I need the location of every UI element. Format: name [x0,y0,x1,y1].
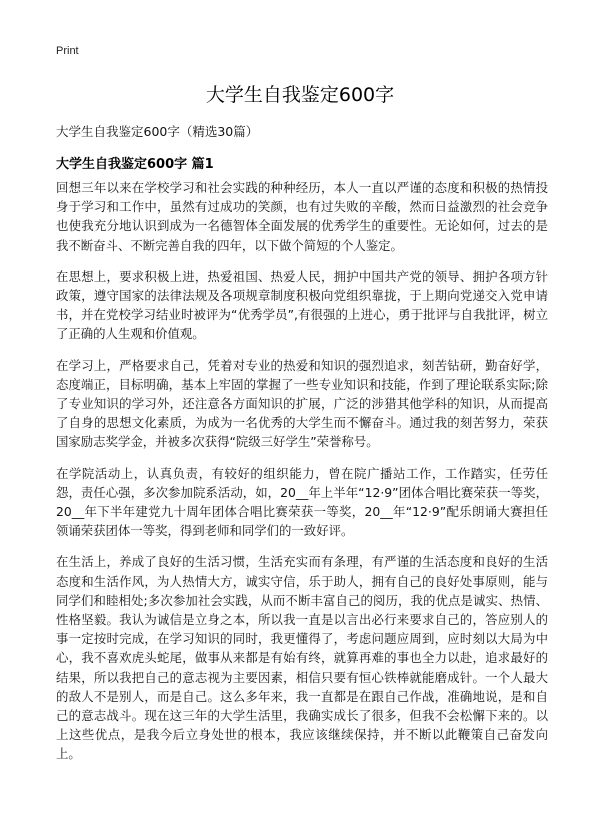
paragraph: 在学院活动上，认真负责，有较好的组织能力，曾在院广播站工作，工作踏实，任劳任怨，责任心强，多次参加院系活动，如，20__年上半年“12·9”团体合唱比赛荣获一等奖，20__年下半年建党九十周年团体合唱比赛荣获一等奖，20__年“12·9”配乐朗诵大赛担任领诵荣获团体一等奖，得到老师和同学们的一致好评。 [56,465,548,539]
document-title: 大学生自我鉴定600字 [205,84,395,106]
print-label: Print [56,45,79,57]
paragraph: 回想三年以来在学校学习和社会实践的种种经历，本人一直以严谨的态度和积极的热情投身于学习和工作中，虽然有过成功的笑颜，也有过失败的辛酸，然而日益激烈的社会竞争也使我充分地认识到成为一名德智体全面发展的优秀学生的重要性。无论如何，过去的是我不断奋斗、不断完善自我的四年，以下做个简短的个人鉴定。 [56,180,548,253]
document-subtitle: 大学生自我鉴定600字（精选30篇） [56,124,259,139]
paragraph: 在思想上，要求积极上进，热爱祖国、热爱人民，拥护中国共产党的领导、拥护各项方针政策，遵守国家的法律法规及各项规章制度积极向党组织靠拢，于上期向党递交入党申请书，并在党校学习结业时被评为“优秀学员”,有很强的上进心，勇于批评与自我批评，树立了正确的人生观和价值观。 [56,268,548,342]
paragraph: 在学习上，严格要求自己，凭着对专业的热爱和知识的强烈追求，刻苦钻研，勤奋好学，态度端正，目标明确，基本上牢固的掌握了一些专业知识和技能，作到了理论联系实际;除了专业知识的学习外，还注意各方面知识的扩展，广泛的涉猎其他学科的知识，从而提高了自身的思想文化素质，为成为一名优秀的大学生而不懈奋斗。通过我的刻苦努力，荣获国家励志奖学金，并被多次获得“院级三好学生”荣誉称号。 [56,357,548,450]
document-body [56,178,548,776]
section-heading: 大学生自我鉴定600字 篇1 [56,157,214,172]
paragraph: 在生活上，养成了良好的生活习惯，生活充实而有条理，有严谨的生活态度和良好的生活态度和生活作风，为人热情大方，诚实守信，乐于助人，拥有自己的良好处事原则，能与同学们和睦相处;多次参加社会实践，从而不断丰富自己的阅历，我的优点是诚实、热情、性格坚毅。我认为诚信是立身之本，所以我一直是以言出必行来要求自己的，答应别人的事一定按时完成，在学习知识的同时，我更懂得了，考虑问题应周到，应时刻以大局为中心，我不喜欢虎头蛇尾，做事从来都是有始有终，就算再难的事也全力以赴，追求最好的结果，所以我把自己的意志视为主要因素，相信只要有恒心铁棒就能磨成针。一个人最大的敌人不是别人，而是自己。这么多年来，我一直都是在跟自己作战，准确地说，是和自己的意志战斗。现在这三年的大学生活里，我确实成长了很多，但我不会松懈下来的。以上这些优点，是我今后立身处世的根本，我应该继续保持，并不断以此鞭策自己奋发向上。 [56,554,548,762]
